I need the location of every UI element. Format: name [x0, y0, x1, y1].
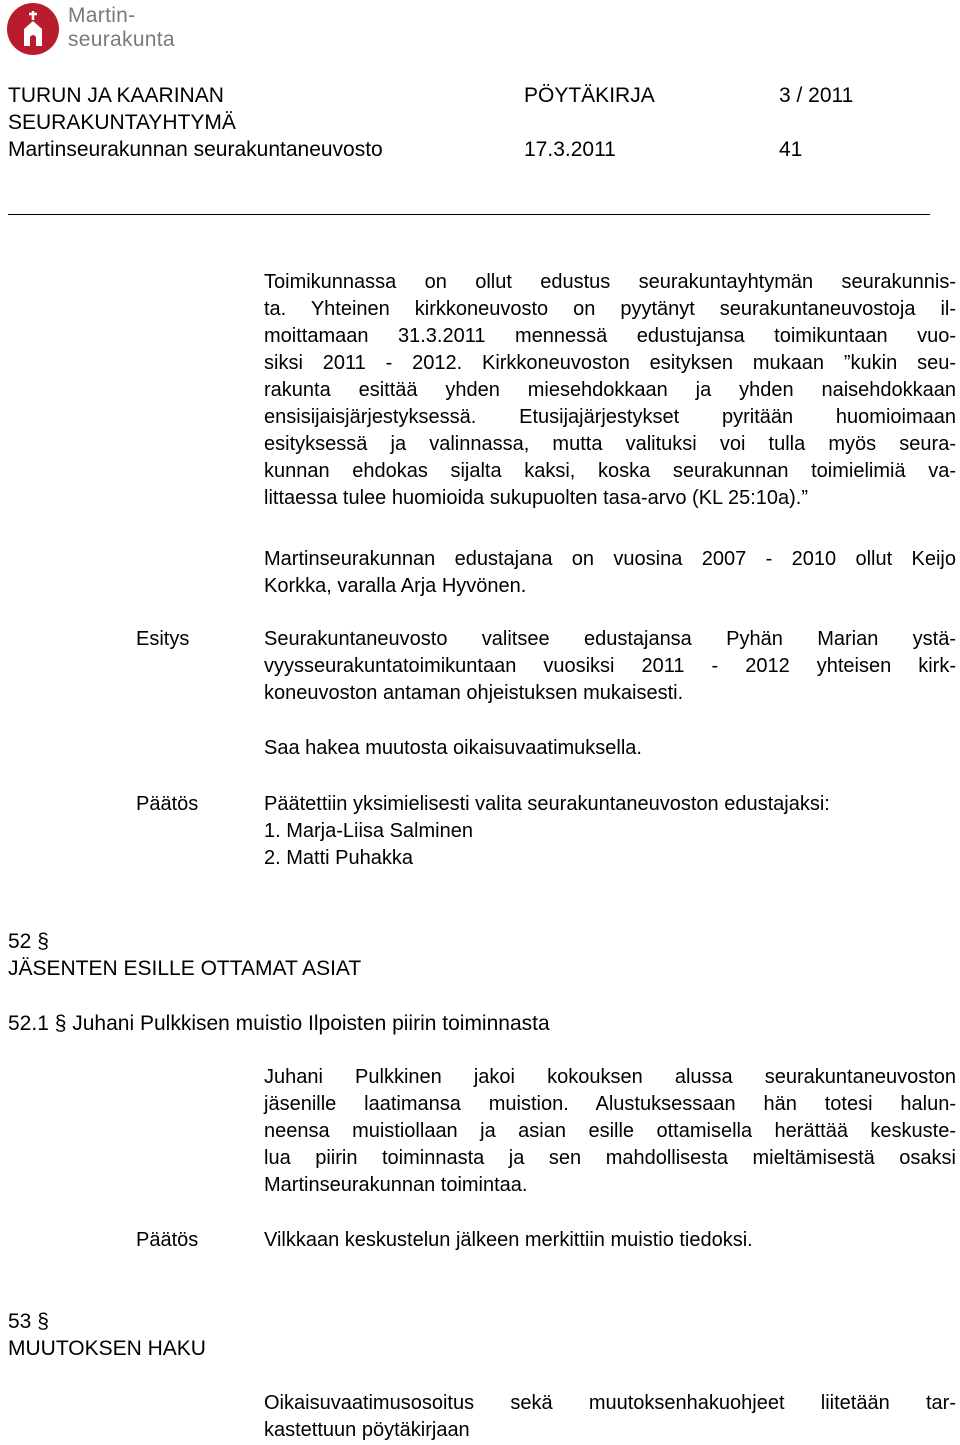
header-divider [8, 214, 930, 215]
text-line: kunnan ehdokas sijalta kaksi, koska seurakunnan toimielimiä va- [264, 460, 956, 482]
text-line: vyysseurakuntatoimikuntaan vuosiksi 2011 - 2012 yhteisen kirk- [264, 655, 956, 677]
section-sign: § [37, 930, 49, 953]
esitys-paragraph [264, 626, 956, 707]
church-seal-icon [6, 2, 60, 56]
paatos-text: Päätettiin yksimielisesti valita seurakuntaneuvoston edustajaksi: [264, 793, 830, 815]
meeting-date: 17.3.2011 [524, 138, 616, 161]
org-name-line-1: TURUN JA KAARINAN [8, 84, 224, 107]
text-line: ta. Yhteinen kirkkoneuvosto on pyytänyt seurakuntaneuvostoja il- [264, 298, 956, 320]
paatos-paragraph [264, 791, 956, 872]
paatos-label: Päätös [136, 793, 199, 815]
representative-paragraph [264, 546, 956, 600]
logo [6, 2, 206, 58]
org-name-line-2: SEURAKUNTAYHTYMÄ [8, 111, 236, 134]
logo-line-1: Martin- [68, 4, 136, 27]
text-line: Martinseurakunnan edustajana on vuosina 2007 - 2010 ollut Keijo [264, 548, 956, 570]
text-line: esityksessä ja valinnassa, mutta valituksi voi tulla myös seura- [264, 433, 956, 455]
page-number: 41 [779, 138, 803, 161]
org-name-line-3: Martinseurakunnan seurakuntaneuvosto [8, 138, 383, 161]
text-line: littaessa tulee huomioida sukupuolten tasa-arvo (KL 25:10a).” [264, 487, 809, 509]
section-sign: § [37, 1310, 49, 1333]
subsection-52-1-heading [8, 1010, 550, 1037]
logo-line-2: seurakunta [68, 28, 175, 51]
section-53-title: MUUTOKSEN HAKU [8, 1337, 206, 1360]
section-53-heading [8, 1308, 49, 1335]
paatos-label: Päätös [136, 1229, 199, 1251]
doc-number: 3 / 2011 [779, 84, 854, 107]
subsection-number: 52.1 [8, 1012, 49, 1035]
text-line: Seurakuntaneuvosto valitsee edustajansa Pyhän Marian ystä- [264, 628, 956, 650]
section-sign: § [54, 1012, 67, 1035]
text-line: siksi 2011 - 2012. Kirkkoneuvoston esityksen mukaan ”kukin seu- [264, 352, 956, 374]
text-line: Martinseurakunnan toimintaa. [264, 1174, 528, 1196]
text-line: rakunta esittää yhden miesehdokkaan ja yhden naisehdokkaan [264, 379, 956, 401]
text-line: koneuvoston antaman ohjeistuksen mukaisesti. [264, 682, 684, 704]
section-number: 53 [8, 1310, 32, 1333]
section-52-paragraph [264, 1064, 956, 1199]
text-line: Korkka, varalla Arja Hyvönen. [264, 575, 527, 597]
logo-wordmark [68, 4, 175, 52]
text-line: ensisijaisjärjestyksessä. Etusijajärjestykset pyritään huomioimaan [264, 406, 956, 428]
text-line: neensa muistiollaan ja asian esille ottamisella herättää keskuste- [264, 1120, 956, 1142]
section-52-paatos-text: Vilkkaan keskustelun jälkeen merkittiin muistio tiedoksi. [264, 1229, 753, 1251]
esitys-label: Esitys [136, 628, 190, 650]
text-line: Juhani Pulkkinen jakoi kokouksen alussa seurakuntaneuvoston [264, 1066, 956, 1088]
section-number: 52 [8, 930, 32, 953]
section-52-heading [8, 928, 49, 955]
text-line: kastettuun pöytäkirjaan [264, 1419, 470, 1441]
text-line: jäsenille laatimansa muistion. Alustuksessaan hän totesi halun- [264, 1093, 956, 1115]
section-52-title: JÄSENTEN ESILLE OTTAMAT ASIAT [8, 957, 362, 980]
section-53-paragraph [264, 1390, 956, 1444]
appeal-note: Saa hakea muutosta oikaisuvaatimuksella. [264, 737, 642, 759]
elected-item: 2. Matti Puhakka [264, 847, 413, 869]
doc-type: PÖYTÄKIRJA [524, 84, 655, 107]
intro-paragraph [264, 269, 956, 512]
subsection-title: Juhani Pulkkisen muistio Ilpoisten piirin toiminnasta [72, 1012, 550, 1035]
text-line: lua piirin toiminnasta ja sen mahdollisesta mieltämisestä osaksi [264, 1147, 956, 1169]
text-line: Oikaisuvaatimusosoitus sekä muutoksenhakuohjeet liitetään tar- [264, 1392, 956, 1414]
text-line: moittamaan 31.3.2011 mennessä edustujansa toimikuntaan vuo- [264, 325, 956, 347]
elected-item: 1. Marja-Liisa Salminen [264, 820, 473, 842]
text-line: Toimikunnassa on ollut edustus seurakuntayhtymän seurakunnis- [264, 271, 956, 293]
